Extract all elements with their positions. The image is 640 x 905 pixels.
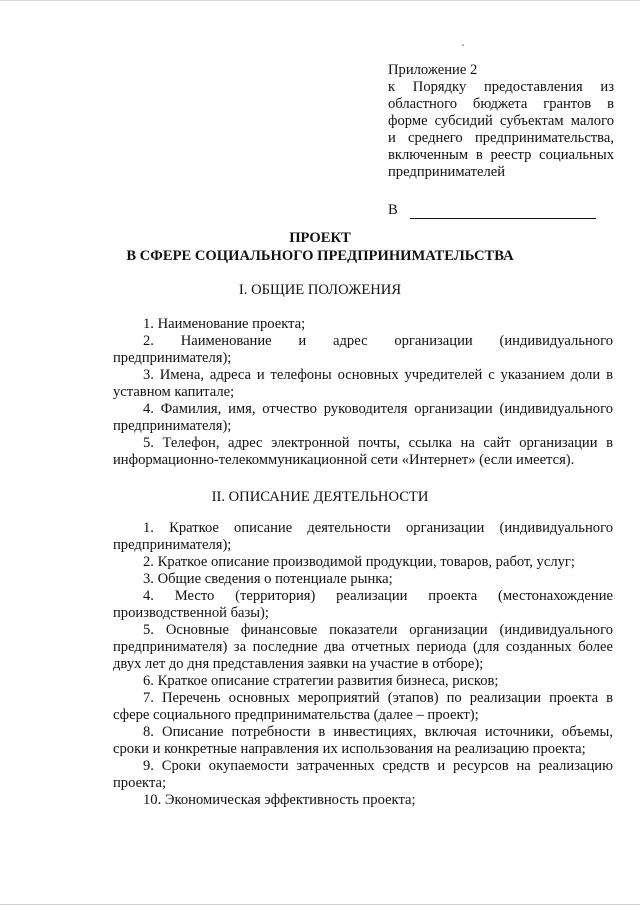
item-continuation: производственной базы); (113, 605, 269, 621)
list-item (113, 690, 613, 724)
item-first-line: 7. Перечень основных мероприятий (этапов) по реализации проекта в (143, 690, 613, 706)
list-item (113, 401, 613, 435)
scan-edge-bottom (0, 901, 640, 905)
addressee-field (388, 202, 614, 219)
list-item (113, 520, 613, 554)
list-item (113, 622, 613, 673)
list-item (113, 333, 613, 367)
list-item (113, 673, 613, 690)
item-continuation: уставном капитале; (113, 384, 235, 400)
section-1-heading: I. ОБЩИЕ ПОЛОЖЕНИЯ (238, 282, 402, 298)
item-continuation: предпринимателя); (113, 418, 232, 434)
item-first-line: 4. Фамилия, имя, отчество руководителя организации (индивидуального (143, 401, 613, 417)
item-first-line: 10. Экономическая эффективность проекта; (143, 792, 416, 808)
item-first-line: 2. Наименование и адрес организации (индивидуального (143, 333, 613, 349)
scan-speck (462, 44, 464, 46)
item-first-line: 4. Место (территория) реализации проекта (местонахождение (143, 588, 613, 604)
annex-line: к Порядку предоставления из (388, 79, 614, 95)
item-continuation: предпринимателя); (113, 537, 232, 553)
item-first-line: 6. Краткое описание стратегии развития бизнеса, рисков; (143, 673, 499, 689)
annex-line: областного бюджета грантов в (388, 96, 614, 112)
list-item (113, 367, 613, 401)
addressee-prefix: В (388, 202, 398, 218)
item-first-line: 1. Краткое описание деятельности организации (индивидуального (143, 520, 613, 536)
item-continuation: проекта; (113, 775, 167, 791)
annex-line: включенным в реестр социальных (388, 147, 614, 163)
section-1-list (113, 316, 613, 469)
document-title (0, 229, 640, 265)
item-first-line: 8. Описание потребности в инвестициях, включая источники, объемы, (143, 724, 613, 740)
annex-line: предпринимателей (388, 164, 506, 180)
item-continuation: двух лет до дня представления заявки на участие в отборе); (113, 656, 484, 672)
scan-edge-top (0, 0, 640, 5)
item-first-line: 9. Сроки окупаемости затраченных средств и ресурсов на реализацию (143, 758, 613, 774)
annex-line: форме субсидий субъектам малого (388, 113, 614, 129)
list-item (113, 792, 613, 809)
annex-block (388, 62, 614, 219)
list-item (113, 571, 613, 588)
item-first-line: 3. Имена, адреса и телефоны основных учредителей с указанием доли в (143, 367, 613, 383)
section-2-list (113, 520, 613, 809)
item-continuation: сроки и конкретные направления их использования на реализацию проекта; (113, 741, 586, 757)
title-line-1: ПРОЕКТ (289, 230, 351, 246)
list-item (113, 316, 613, 333)
section-2-heading: II. ОПИСАНИЕ ДЕЯТЕЛЬНОСТИ (211, 489, 429, 505)
list-item (113, 435, 613, 469)
item-continuation: сфере социального предпринимательства (далее – проект); (113, 707, 479, 723)
title-line-2: В СФЕРЕ СОЦИАЛЬНОГО ПРЕДПРИНИМАТЕЛЬСТВА (126, 248, 514, 264)
item-first-line: 2. Краткое описание производимой продукции, товаров, работ, услуг; (143, 554, 575, 570)
item-continuation: информационно-телекоммуникационной сети «Интернет» (если имеется). (113, 452, 575, 468)
list-item (113, 588, 613, 622)
list-item (113, 758, 613, 792)
list-item (113, 554, 613, 571)
item-first-line: 1. Наименование проекта; (143, 316, 306, 332)
item-first-line: 5. Телефон, адрес электронной почты, ссылка на сайт организации в (143, 435, 613, 451)
item-continuation: предпринимателя); (113, 350, 232, 366)
item-continuation: предпринимателя) за последние два отчетных периода (для созданных более (113, 639, 613, 655)
list-item (113, 724, 613, 758)
item-first-line: 3. Общие сведения о потенциале рынка; (143, 571, 393, 587)
addressee-underline (410, 204, 596, 219)
annex-line: и среднего предпринимательства, (388, 130, 614, 146)
annex-line: Приложение 2 (388, 62, 478, 78)
item-first-line: 5. Основные финансовые показатели организации (индивидуального (143, 622, 613, 638)
